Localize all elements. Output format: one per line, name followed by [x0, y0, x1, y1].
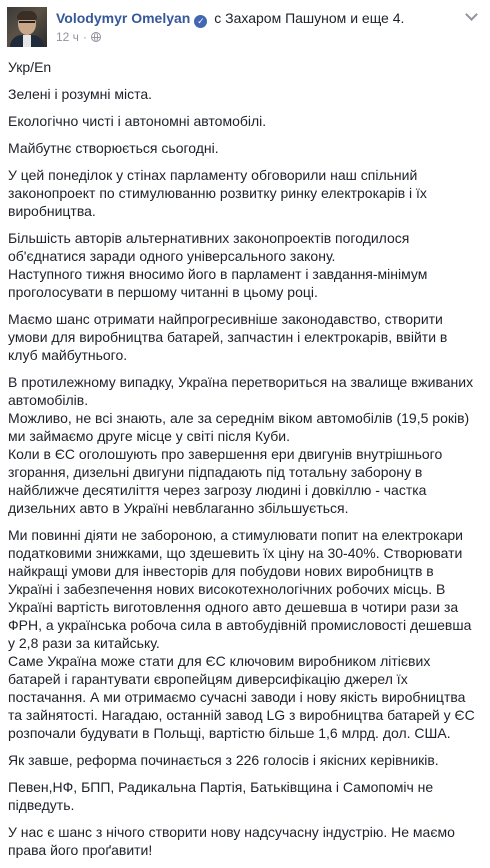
post-paragraph: У цей понеділок у стінах парламенту обговорили наш спільний законопроект по стимулюванню розвитку ринку електрокарів і їх виробництва. — [8, 167, 427, 219]
post-paragraph: Як завше, реформа починається з 226 голосів і якісних керівників. — [8, 752, 439, 768]
post-paragraph: Певен,НФ, БПП, Радикальна Партія, Батьківщина і Самопоміч не підведуть. — [8, 779, 434, 813]
avatar-shirt — [23, 35, 31, 47]
author-line — [56, 9, 404, 28]
post-paragraph: Більшість авторів альтернативних законопроектів погодилося об'єднатися заради одного універсального закону. Наступного тижня вносимо його в парламент і завдання-мінімум проголосувати в першому читанні в цьому році. — [8, 230, 428, 300]
avatar[interactable] — [7, 7, 47, 47]
post-header — [0, 0, 490, 58]
post-meta — [56, 29, 101, 45]
post-paragraph: Майбутнє створюється сьогодні. — [8, 140, 219, 156]
post-paragraph: Маємо шанс отримати найпрогресивніше законодавство, створити умови для виробництва батарей, запчастин і електрокарів, ввійти в клуб майбутнього. — [8, 311, 448, 363]
verified-badge-icon: ✓ — [194, 15, 207, 28]
post-paragraph: Екологічно чисті і автономні автомобілі. — [8, 113, 267, 129]
post-paragraph: Зелені і розумні міста. — [8, 86, 153, 102]
tagged-people-link[interactable]: с Захаром Пашуном и еще 4. — [214, 10, 405, 26]
post-paragraph: Ми повинні діяти не забороною, а стимулювати попит на електрокари податковими знижками, що здешевить їх ціну на 30-40%. Створювати найкращі умови для інвесторів для побудови нових виробництв в Україні і забезпечення нових високотехнологічних робочих місць. В Україні вартість виготовлення одного авто дешевша в чотири рази за ФРН, а українська робоча сила в автобудівній промисловості дешевша у 2,8 рази за китайську. Саме Україна може стати для ЄС ключовим виробником літієвих батарей і гарантувати європейцям диверсифікацію джерел їх постачання. А ми отримаємо сучасні заводи і нову якість виробництва та зайнятості. Нагадаю, останній завод LG з виробництва батарей у ЄС розпочали будувати в Польщі, вартістю більше 1,6 млрд. дол. США. — [8, 527, 475, 741]
avatar-glasses — [19, 21, 35, 27]
chevron-down-icon[interactable] — [465, 8, 478, 21]
author-name-link[interactable]: Volodymyr Omelyan — [56, 10, 191, 26]
globe-icon[interactable] — [91, 32, 101, 42]
post-text — [8, 58, 478, 868]
post-paragraph: Укр/En — [8, 59, 52, 75]
post-paragraph: В протилежному випадку, Україна перетвориться на звалище вживаних автомобілів. Можливо, не всі знають, але за середнім віком автомобілів (19,5 років) ми займаємо друге місце у світі після Куби. Коли в ЄС оголошують про завершення ери двигунів внутрішнього згорання, дизельні двигуни підпадають під тотальну заборону в найближче десятиліття через загрозу людині і довкіллю - частка дизельних авто в Україні невблаганно збільшується. — [8, 374, 474, 516]
post-paragraph: У нас є шанс з нічого створити нову надсучасну індустрію. Не маємо права його проґавити! — [8, 824, 455, 858]
post-timestamp-link[interactable]: 12 ч — [56, 30, 79, 44]
meta-separator: · — [82, 30, 87, 44]
avatar-hair — [17, 11, 37, 20]
